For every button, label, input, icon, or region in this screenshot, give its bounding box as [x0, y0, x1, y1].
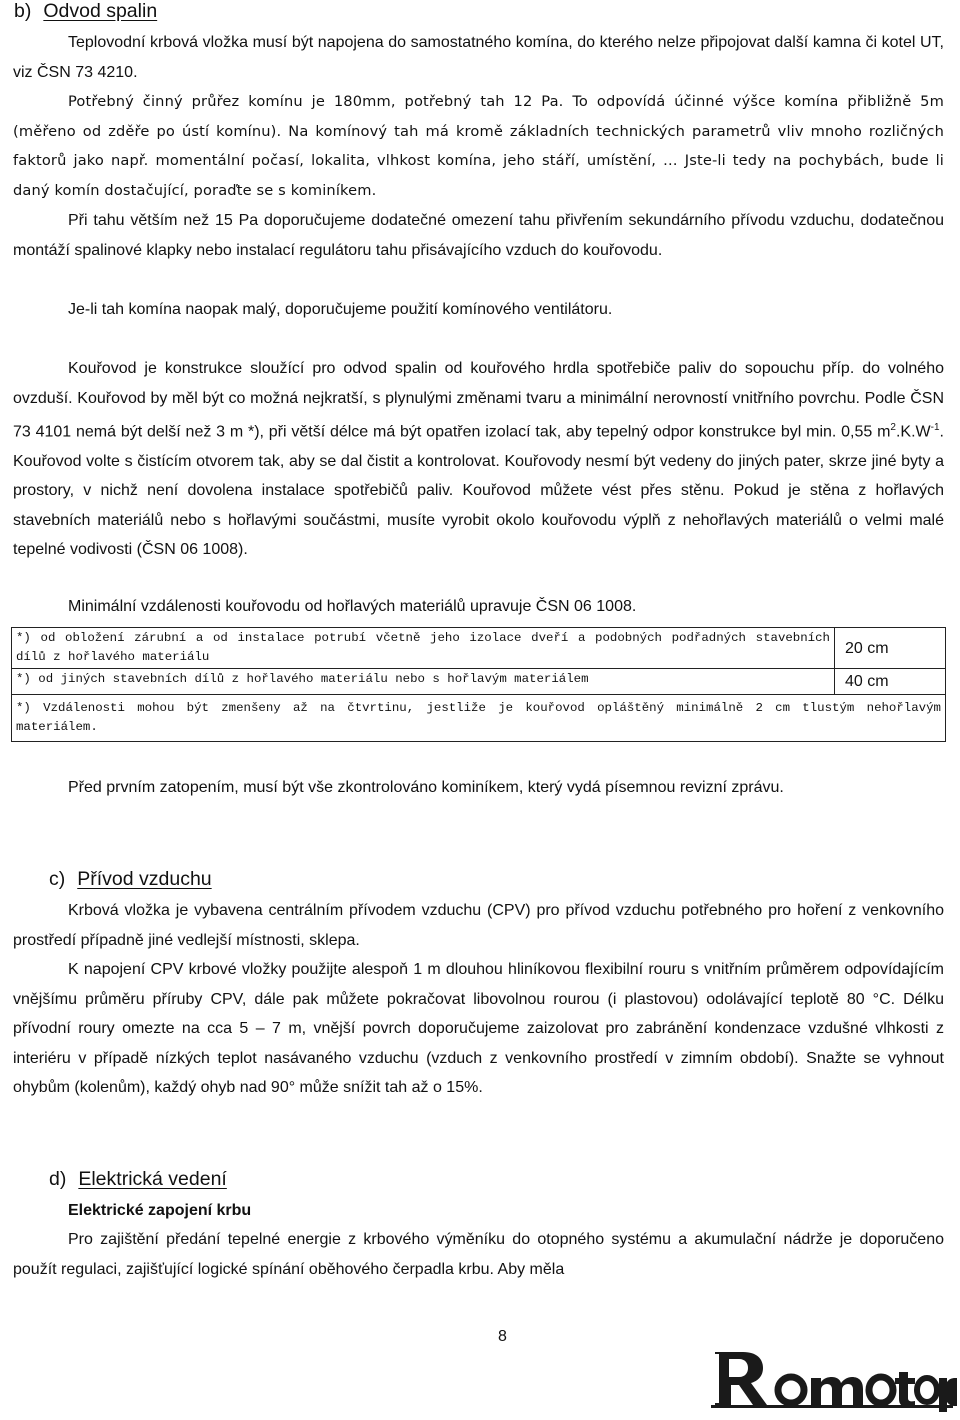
section-b-paragraph-4: Je-li tah komína naopak malý, doporučujeme použití komínového ventilátoru.	[68, 301, 613, 318]
section-c-paragraph-1: Krbová vložka je vybavena centrálním přívodem vzduchu (CPV) pro přívod vzduchu potřebného pro hoření z venkovního prostředí případně jiné vedlejší místnosti, sklepa.	[13, 902, 944, 949]
section-c-title: Přívod vzduchu	[77, 868, 212, 890]
table-row-value: 20 cm	[835, 628, 946, 669]
section-b-paragraph-5	[13, 354, 944, 565]
section-d-paragraph-1: Pro zajištění předání tepelné energie z krbového výměníku do otopného systému a akumulační nádrže je doporučeno použít regulaci, zajišťující logické spínání oběhového čerpadla krbu. Aby měla	[13, 1231, 944, 1278]
section-b-paragraph-1: Teplovodní krbová vložka musí být napojena do samostatného komína, do kterého nelze připojovat další kamna či kotel UT, viz ČSN 73 4210.	[13, 34, 944, 81]
table-note-row	[12, 695, 946, 742]
table-row-value: 40 cm	[835, 669, 946, 695]
distance-table	[11, 627, 946, 742]
superscript-minus-1: -1	[930, 422, 940, 433]
table-row	[12, 669, 946, 695]
paragraph-5-text-c: . Kouřovod volte s čistícím otvorem tak, aby se dal čistit a kontrolovat. Kouřovody nesmí být vedeny do jiných pater, skrze jiné byty a prostory, v nichž není dovolena instalace spotřebičů paliv. Kouřovod můžete vést přes stěnu. Pokud je stěna z hořlavých stavebních materiálů nebo s hořlavými součástmi, musíte vyrobit okolo kouřovodu výplň z nehořlavých materiálů o velmi malé tepelné vodivosti (ČSN 06 1008).	[13, 423, 944, 559]
section-b-paragraph-7: Před prvním zatopením, musí být vše zkontrolováno kominíkem, který vydá písemnou revizní zprávu.	[68, 779, 784, 796]
section-b-heading	[14, 0, 157, 23]
section-c-paragraph-2: K napojení CPV krbové vložky použijte alespoň 1 m dlouhou hliníkovou flexibilní rouru s vnitřním průměrem odpovídajícím vnějšímu průměru příruby CPV, dále pak můžete pokračovat libovolnou rourou (i plastovou) odolávající teplotě 80 °C. Délku přívodní roury omezte na cca 5 – 7 m, vnější povrch doporučujeme zaizolovat pro zabránění kondenzace vzdušné vlhkosti z interiéru v případě nízkých teplot nasávaného vzduchu (vzduch z venkovního prostředí v zimním období). Snažte se vyhnout ohybům (kolenům), každý ohyb nad 90° může snížit tah až o 15%.	[13, 961, 944, 1096]
paragraph-5-text-a: Kouřovod je konstrukce sloužící pro odvod spalin od kouřového hrdla spotřebiče paliv do sopouchu příp. do volného ovzduší. Kouřovod by měl být co možná nejkratší, s plynulými změnami tvaru a minimální nerovností vnitřního povrchu. Podle ČSN 73 4101 nemá být delší než 3 m *), při větší délce má být opatřen izolací tak, aby tepelný odpor konstrukce byl min. 0,55 m	[13, 360, 944, 441]
section-b-paragraph-3: Při tahu větším než 15 Pa doporučujeme dodatečné omezení tahu přivřením sekundárního přívodu vzduchu, dodatečnou montáží spalinové klapky nebo instalací regulátoru tahu přisávajícího vzduch do kouřovodu.	[13, 212, 944, 259]
section-d-letter: d)	[49, 1168, 67, 1190]
section-d-title: Elektrická vedení	[78, 1168, 227, 1190]
table-row-label: *) od jiných stavebních dílů z hořlavého materiálu nebo s hořlavým materiálem	[12, 669, 835, 695]
section-d-heading	[49, 1167, 227, 1191]
section-b-paragraph-6: Minimální vzdálenosti kouřovodu od hořlavých materiálů upravuje ČSN 06 1008.	[68, 598, 637, 615]
section-b-title: Odvod spalin	[43, 0, 158, 22]
paragraph-5-text-b: .K.W	[895, 423, 931, 441]
section-b-letter: b)	[14, 0, 32, 22]
superscript-2: 2	[890, 422, 896, 433]
section-c-heading	[49, 867, 212, 891]
section-d-subtitle: Elektrické zapojení krbu	[68, 1202, 252, 1219]
section-b-paragraph-2: Potřebný činný průřez komínu je 180mm, potřebný tah 12 Pa. To odpovídá účinné výšce komína přibližně 5m (měřeno od zděře po ústí komínu). Na komínový tah má kromě základních technických parametrů vliv mnoho rozličných faktorů jako např. momentální počasí, lokalita, vlhkost komína, jeho stáří, umístění, … Jste-li tedy na pochybách, bude li daný komín dostačující, poraďte se s kominíkem.	[13, 93, 944, 199]
romotop-logo	[707, 1342, 957, 1412]
section-c-letter: c)	[49, 868, 66, 890]
table-row	[12, 628, 946, 669]
table-note: *) Vzdálenosti mohou být zmenšeny až na čtvrtinu, jestliže je kouřovod opláštěný minimálně 2 cm tlustým nehořlavým materiálem.	[12, 695, 946, 742]
page-number: 8	[498, 1328, 507, 1345]
table-row-label: *) od obložení zárubní a od instalace potrubí včetně jeho izolace dveří a podobných podřadných stavebních dílů z hořlavého materiálu	[12, 628, 835, 669]
